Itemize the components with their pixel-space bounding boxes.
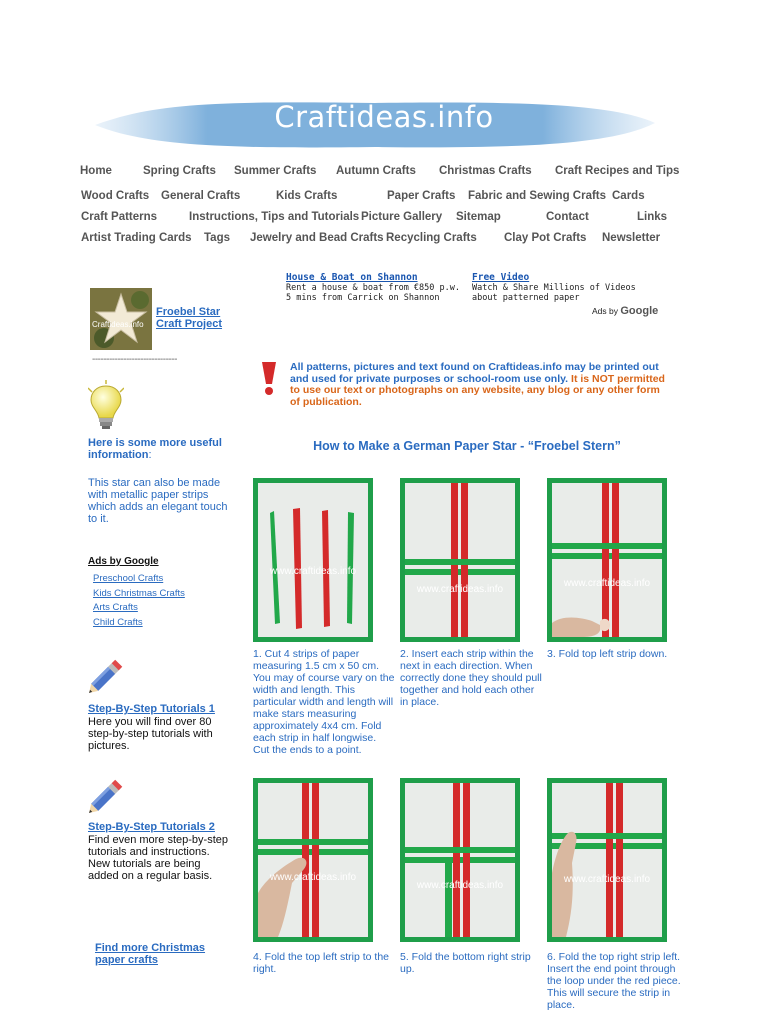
- step-1-photo: [253, 478, 373, 642]
- sidebar-ads-list: [93, 572, 185, 630]
- top-ad-2[interactable]: [472, 272, 642, 303]
- photo-watermark: www.craftideas.info: [563, 578, 651, 589]
- lightbulb-icon: [88, 380, 124, 432]
- top-ad-2-text: Watch & Share Millions of Videos about patterned paper: [472, 283, 636, 303]
- ads-by-google-top[interactable]: [592, 305, 658, 317]
- photo-watermark: www.craftideas.info: [269, 872, 357, 883]
- info-heading-text: Here is some more useful information: [88, 437, 222, 461]
- step-2-photo: [400, 478, 520, 642]
- photo-watermark: www.craftideas.info: [416, 584, 504, 595]
- top-ad-1-text: Rent a house & boat from €850 p.w. 5 mins from Carrick on Shannon: [286, 283, 460, 303]
- nav-clay-pot[interactable]: Clay Pot Crafts: [504, 232, 587, 244]
- tutorials-2-link[interactable]: Step-By-Step Tutorials 2: [88, 821, 215, 833]
- photo-watermark: www.craftideas.info: [269, 566, 357, 577]
- thumbnail-watermark: Craftideas.info: [92, 320, 144, 329]
- info-heading: [88, 437, 238, 461]
- notice-blue-text: All patterns, pictures and text found on Craftideas.info may be printed out and used for private purposes or school-room use only.: [290, 361, 659, 385]
- tutorials-1-text: Here you will find over 80 step-by-step tutorials with pictures.: [88, 716, 213, 752]
- step-5-caption: 5. Fold the bottom right strip up.: [400, 951, 531, 975]
- nav-contact[interactable]: Contact: [546, 211, 589, 223]
- nav-artist-trading-cards[interactable]: Artist Trading Cards: [81, 232, 192, 244]
- nav-recycling[interactable]: Recycling Crafts: [386, 232, 477, 244]
- copyright-notice: [290, 362, 665, 408]
- pencil-icon: [86, 776, 126, 816]
- nav-craft-recipes[interactable]: Craft Recipes and Tips: [555, 165, 680, 177]
- more-christmas-crafts-link[interactable]: Find more Christmas paper crafts: [95, 942, 206, 966]
- step-4-caption: 4. Fold the top left strip to the right.: [253, 951, 389, 975]
- site-logo-title[interactable]: Craftideas.info: [274, 100, 494, 134]
- top-ad-2-title[interactable]: Free Video: [472, 272, 530, 283]
- google-logo: Google: [620, 305, 659, 317]
- nav-general-crafts[interactable]: General Crafts: [161, 190, 241, 202]
- page-title: How to Make a German Paper Star - “Froebel Stern”: [313, 439, 621, 453]
- info-text: This star can also be made with metallic paper strips which adds an elegant touch to it.: [88, 477, 228, 525]
- froebel-star-project-link[interactable]: Froebel Star Craft Project: [156, 306, 223, 330]
- nav-summer-crafts[interactable]: Summer Crafts: [234, 165, 317, 177]
- step-4-photo: [253, 778, 373, 942]
- star-image: [90, 288, 152, 350]
- nav-picture-gallery[interactable]: Picture Gallery: [361, 211, 443, 223]
- nav-kids-crafts[interactable]: Kids Crafts: [276, 190, 338, 202]
- photo-watermark: www.craftideas.info: [416, 880, 504, 891]
- top-ad-1-title[interactable]: House & Boat on Shannon: [286, 272, 418, 283]
- pencil-icon: [86, 656, 126, 696]
- sidebar-ads-heading[interactable]: Ads by Google: [88, 556, 159, 567]
- step-6-caption: 6. Fold the top right strip left. Insert the end point through the loop under the red piece. This will secure the strip in place.: [547, 951, 681, 1011]
- sidebar-ad-link[interactable]: Arts Crafts: [93, 602, 138, 613]
- nav-home[interactable]: Home: [80, 165, 112, 177]
- notice-orange-text: It is NOT permitted to use our text or photographs on any website, any blog or any other form of publication.: [290, 372, 665, 408]
- nav-jewelry[interactable]: Jewelry and Bead Crafts: [250, 232, 384, 244]
- step-3-photo: [547, 478, 667, 642]
- nav-instructions[interactable]: Instructions, Tips and Tutorials: [189, 211, 360, 223]
- step-5-photo: [400, 778, 520, 942]
- step-2-caption: 2. Insert each strip within the next in each direction. When correctly done they should pull together and hold each other in place.: [400, 648, 542, 708]
- ads-by-label: Ads by: [592, 306, 618, 316]
- nav-cards[interactable]: Cards: [612, 190, 645, 202]
- sidebar-divider: ------------------------------: [92, 354, 177, 365]
- top-ad-1[interactable]: [286, 272, 466, 303]
- nav-spring-crafts[interactable]: Spring Crafts: [143, 165, 216, 177]
- sidebar-ad-link[interactable]: Child Crafts: [93, 616, 143, 628]
- exclamation-icon: [258, 360, 280, 396]
- nav-fabric-sewing[interactable]: Fabric and Sewing Crafts: [468, 190, 607, 202]
- step-3-caption: 3. Fold top left strip down.: [547, 648, 668, 660]
- nav-newsletter[interactable]: Newsletter: [602, 232, 661, 244]
- tutorials-1-link[interactable]: Step-By-Step Tutorials 1: [88, 703, 215, 715]
- froebel-star-thumbnail[interactable]: [90, 288, 152, 350]
- nav-autumn-crafts[interactable]: Autumn Crafts: [336, 165, 416, 177]
- nav-christmas-crafts[interactable]: Christmas Crafts: [439, 165, 532, 177]
- sidebar-ad-link[interactable]: Preschool Crafts: [93, 573, 164, 584]
- sidebar-ad-link[interactable]: Kids Christmas Crafts: [93, 587, 185, 599]
- nav-paper-crafts[interactable]: Paper Crafts: [387, 190, 456, 202]
- nav-tags[interactable]: Tags: [204, 232, 230, 244]
- photo-watermark: www.craftideas.info: [563, 874, 651, 885]
- step-1-caption: 1. Cut 4 strips of paper measuring 1.5 cm x 50 cm. You may of course vary on the width and length. This particular width and length will make stars measuring approximately 4x4 cm. Fold each strip in half longwise. Cut the ends to a point.: [253, 648, 395, 756]
- nav-wood-crafts[interactable]: Wood Crafts: [81, 190, 150, 202]
- nav-links[interactable]: Links: [637, 211, 668, 223]
- info-heading-colon: :: [148, 449, 152, 461]
- nav-craft-patterns[interactable]: Craft Patterns: [81, 211, 158, 223]
- step-6-photo: [547, 778, 667, 942]
- nav-sitemap[interactable]: Sitemap: [456, 211, 501, 223]
- tutorials-2-text: Find even more step-by-step tutorials and instructions. New tutorials are being added on a regular basis.: [88, 834, 229, 882]
